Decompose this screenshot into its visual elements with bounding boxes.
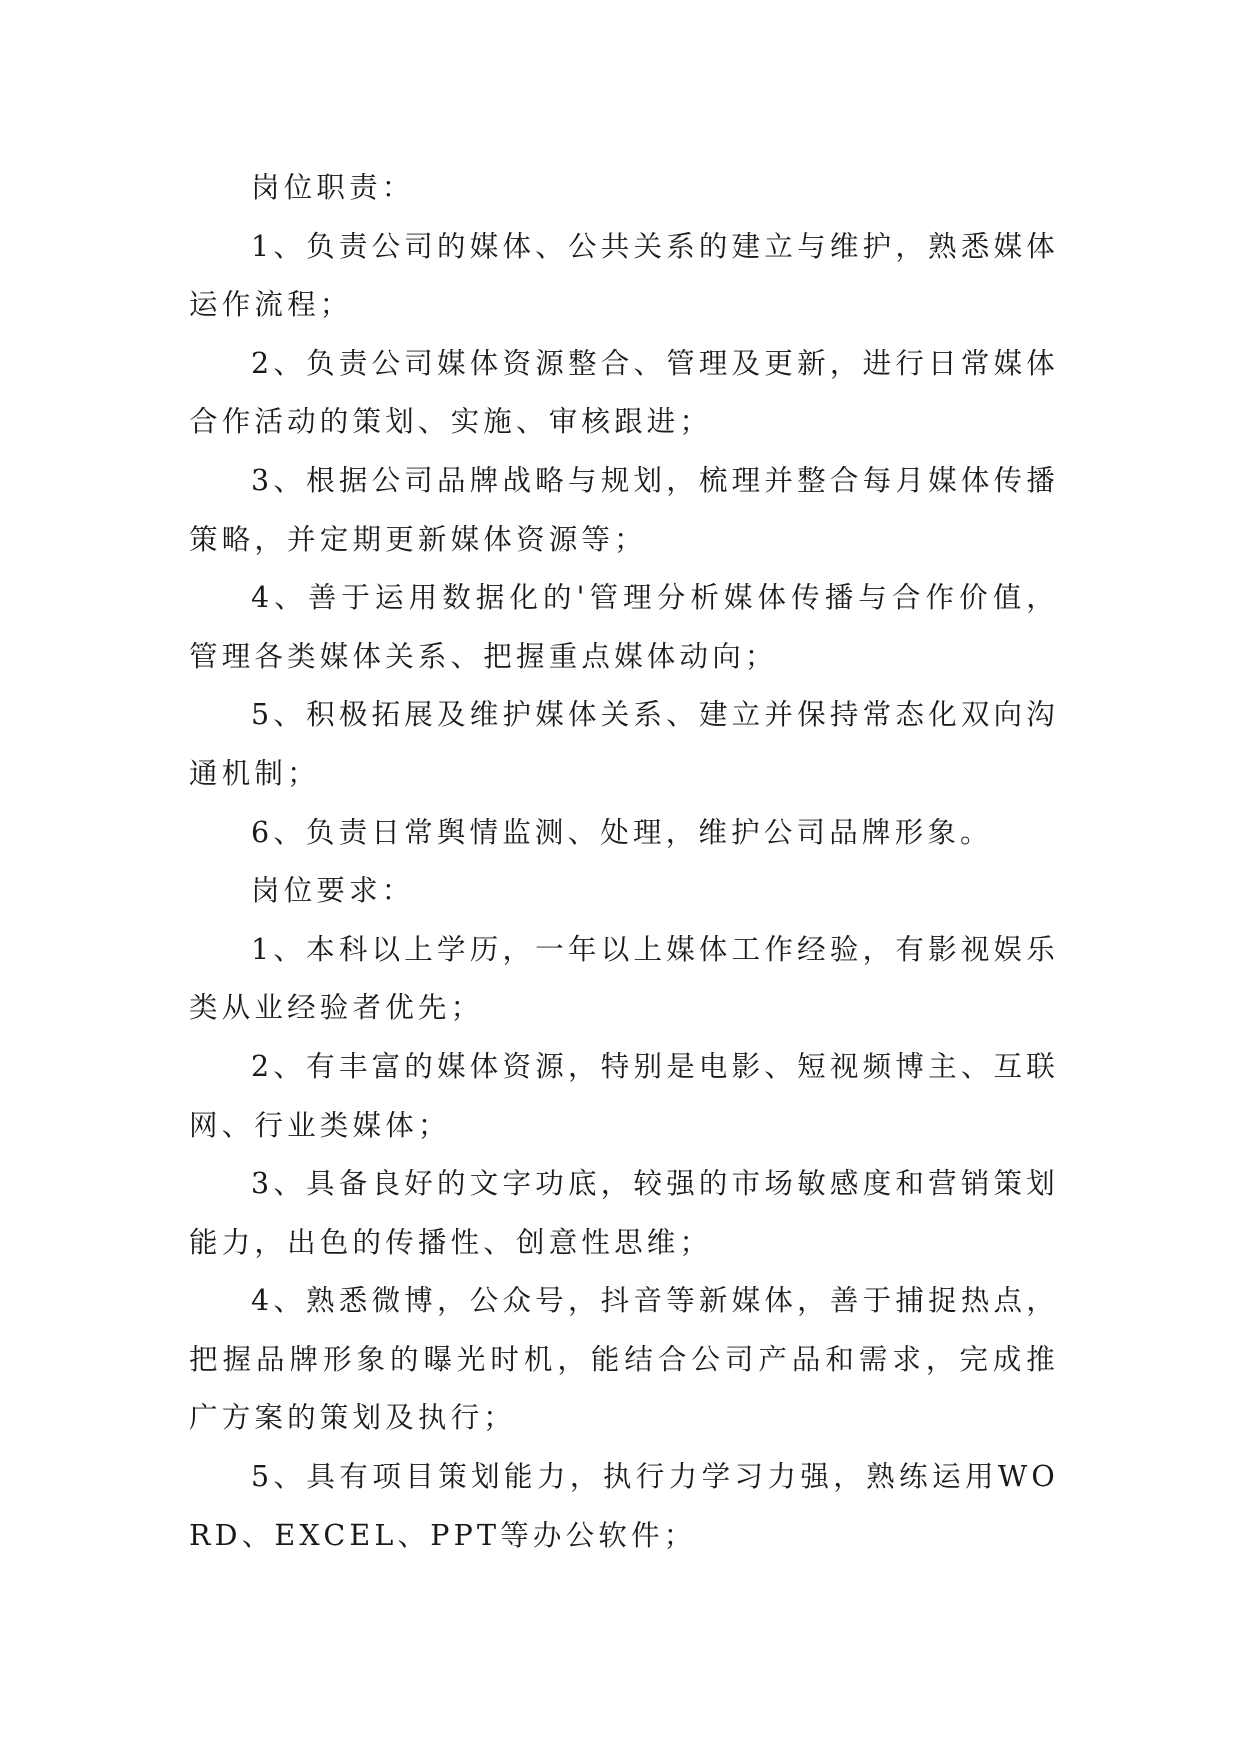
responsibility-item: 1、负责公司的媒体、公共关系的建立与维护，熟悉媒体运作流程；: [189, 229, 1059, 322]
responsibility-item: 6、负责日常舆情监测、处理，维护公司品牌形象。: [251, 815, 993, 849]
responsibility-item: 2、负责公司媒体资源整合、管理及更新，进行日常媒体合作活动的策划、实施、审核跟进；: [189, 346, 1059, 439]
section-heading-requirements: 岗位要求：: [251, 874, 415, 908]
requirement-item: 2、有丰富的媒体资源，特别是电影、短视频博主、互联网、行业类媒体；: [189, 1049, 1059, 1142]
document-body: [189, 159, 1059, 1565]
responsibility-item: 5、积极拓展及维护媒体关系、建立并保持常态化双向沟通机制；: [189, 698, 1059, 790]
section-heading-responsibilities: 岗位职责：: [251, 171, 415, 204]
requirement-item: 5、具有项目策划能力，执行力学习力强，熟练运用WORD、EXCEL、PPT等办公软件；: [189, 1460, 1059, 1552]
responsibility-item: 4、善于运用数据化的'管理分析媒体传播与合作价值，管理各类媒体关系、把握重点媒体动向；: [189, 581, 1059, 673]
requirement-item: 3、具备良好的文字功底，较强的市场敏感度和营销策划能力，出色的传播性、创意性思维；: [189, 1167, 1059, 1259]
requirement-item: 4、熟悉微博，公众号，抖音等新媒体，善于捕捉热点，把握品牌形象的曝光时机，能结合公司产品和需求，完成推广方案的策划及执行；: [189, 1284, 1059, 1435]
responsibility-item: 3、根据公司品牌战略与规划，梳理并整合每月媒体传播策略，并定期更新媒体资源等；: [189, 463, 1059, 556]
requirement-item: 1、本科以上学历，一年以上媒体工作经验，有影视娱乐类从业经验者优先；: [189, 932, 1059, 1025]
